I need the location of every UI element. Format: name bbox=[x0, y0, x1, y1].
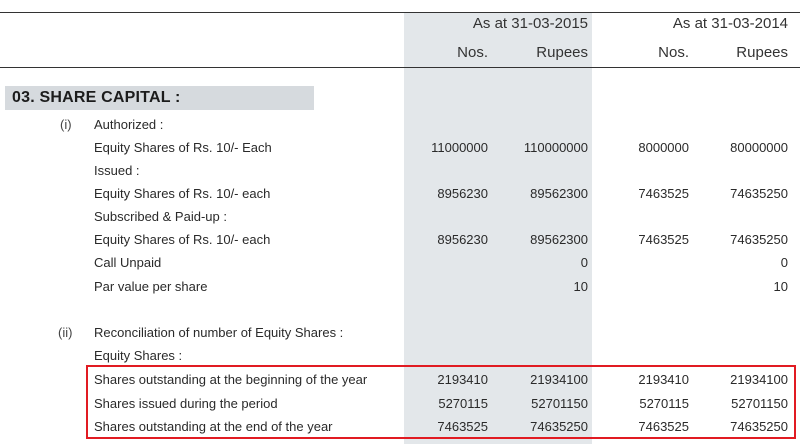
nos-2014-value: 5270115 bbox=[639, 396, 689, 411]
rupees-2014-value: 10 bbox=[773, 279, 788, 294]
row-label: Equity Shares of Rs. 10/- each bbox=[94, 186, 271, 201]
nos-2015-value: 8956230 bbox=[437, 232, 488, 247]
header-year-2015: As at 31-03-2015 bbox=[472, 15, 588, 32]
subscribed-label: Subscribed & Paid-up : bbox=[94, 209, 227, 224]
header-nos-2015: Nos. bbox=[457, 44, 488, 61]
row-label: Call Unpaid bbox=[94, 255, 162, 270]
rupees-2014-value: 52701150 bbox=[731, 396, 788, 411]
rupees-2015-value: 21934100 bbox=[530, 372, 588, 387]
nos-2015-value: 8956230 bbox=[437, 186, 488, 201]
rupees-2015-value: 89562300 bbox=[530, 186, 588, 201]
nos-2015-value: 5270115 bbox=[438, 396, 488, 411]
rupees-2015-value: 74635250 bbox=[530, 419, 588, 434]
row-label: Shares outstanding at the end of the year bbox=[94, 419, 333, 434]
section-title: 03. SHARE CAPITAL : bbox=[12, 89, 181, 106]
row-label: Par value per share bbox=[94, 279, 208, 294]
nos-2014-value: 7463525 bbox=[638, 232, 689, 247]
header-year-2014: As at 31-03-2014 bbox=[672, 15, 788, 32]
rupees-2014-value: 74635250 bbox=[730, 419, 788, 434]
header-nos-2014: Nos. bbox=[658, 44, 689, 61]
rupees-2015-value: 0 bbox=[580, 255, 588, 270]
row-label: Equity Shares of Rs. 10/- each bbox=[94, 232, 271, 247]
header-top-rule bbox=[0, 12, 800, 13]
nos-2014-value: 7463525 bbox=[638, 186, 689, 201]
rupees-2014-value: 21934100 bbox=[730, 372, 788, 387]
row-label: Equity Shares of Rs. 10/- Each bbox=[94, 140, 272, 155]
roman-numeral-i: (i) bbox=[60, 117, 72, 132]
reconciliation-label: Reconciliation of number of Equity Shares : bbox=[94, 325, 344, 340]
roman-numeral-ii: (ii) bbox=[58, 325, 73, 340]
header-rupees-2015: Rupees bbox=[536, 44, 588, 61]
row-label: Shares outstanding at the beginning of the year bbox=[94, 372, 368, 387]
rupees-2015-value: 89562300 bbox=[530, 232, 588, 247]
nos-2015-value: 11000000 bbox=[431, 140, 488, 155]
rupees-2015-value: 10 bbox=[573, 279, 588, 294]
header-rupees-2014: Rupees bbox=[736, 44, 788, 61]
rupees-2014-value: 80000000 bbox=[730, 140, 788, 155]
nos-2014-value: 2193410 bbox=[638, 372, 689, 387]
equity-shares-sublabel: Equity Shares : bbox=[94, 348, 183, 363]
rupees-2014-value: 74635250 bbox=[730, 232, 788, 247]
nos-2014-value: 7463525 bbox=[638, 419, 689, 434]
row-label: Shares issued during the period bbox=[94, 396, 278, 411]
nos-2015-value: 7463525 bbox=[437, 419, 488, 434]
rupees-2015-value: 110000000 bbox=[523, 140, 588, 155]
header-bottom-rule bbox=[0, 67, 800, 68]
rupees-2014-value: 0 bbox=[780, 255, 788, 270]
rupees-2015-value: 52701150 bbox=[531, 396, 588, 411]
authorized-label: Authorized : bbox=[94, 117, 164, 132]
issued-label: Issued : bbox=[94, 163, 140, 178]
nos-2014-value: 8000000 bbox=[638, 140, 689, 155]
nos-2015-value: 2193410 bbox=[437, 372, 488, 387]
rupees-2014-value: 74635250 bbox=[730, 186, 788, 201]
